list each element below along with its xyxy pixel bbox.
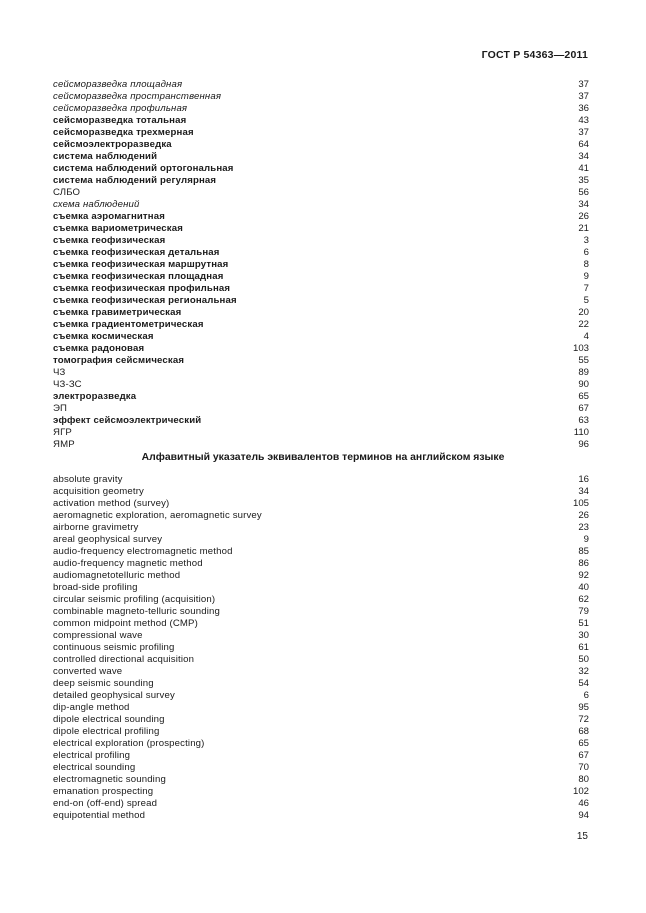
index-entry [53, 714, 589, 726]
index-entry [53, 750, 589, 762]
index-term: dip-angle method [53, 702, 130, 713]
index-entry [53, 786, 589, 798]
index-term: aeromagnetic exploration, aeromagnetic survey [53, 510, 262, 521]
index-entry [53, 151, 589, 163]
index-page-ref: 6 [583, 247, 589, 258]
index-term: система наблюдений [53, 151, 158, 162]
index-term: съемка космическая [53, 331, 154, 342]
index-page-ref: 110 [573, 427, 589, 438]
index-page-ref: 37 [578, 127, 589, 138]
index-entry [53, 654, 589, 666]
index-page-ref: 96 [578, 439, 589, 450]
index-entry [53, 798, 589, 810]
index-page-ref: 35 [578, 175, 589, 186]
index-term: съемка аэромагнитная [53, 211, 165, 222]
index-term: съемка геофизическая профильная [53, 283, 231, 294]
index-page-ref: 36 [578, 103, 589, 114]
index-entry [53, 91, 589, 103]
index-entry [53, 606, 589, 618]
index-page-ref: 5 [583, 295, 589, 306]
index-entry [53, 762, 589, 774]
index-entry [53, 391, 589, 403]
index-page-ref: 20 [578, 307, 589, 318]
index-page-ref: 7 [583, 283, 589, 294]
index-page-ref: 34 [578, 486, 589, 497]
index-page-ref: 23 [578, 522, 589, 533]
index-entry [53, 283, 589, 295]
index-entry [53, 319, 589, 331]
index-page-ref: 65 [578, 738, 589, 749]
index-page-ref: 9 [583, 271, 589, 282]
index-term: converted wave [53, 666, 123, 677]
index-entry [53, 115, 589, 127]
index-page-ref: 85 [578, 546, 589, 557]
russian-index-list [53, 79, 589, 451]
index-page-ref: 37 [578, 79, 589, 90]
index-page-ref: 72 [578, 714, 589, 725]
index-entry [53, 235, 589, 247]
index-page-ref: 30 [578, 630, 589, 641]
index-term: acquisition geometry [53, 486, 144, 497]
index-page-ref: 67 [578, 403, 589, 414]
index-page-ref: 62 [578, 594, 589, 605]
index-page-ref: 3 [583, 235, 589, 246]
index-entry [53, 594, 589, 606]
index-entry [53, 79, 589, 91]
index-page-ref: 16 [578, 474, 589, 485]
index-page-ref: 34 [578, 199, 589, 210]
index-page-ref: 6 [583, 690, 589, 701]
index-term: airborne gravimetry [53, 522, 139, 533]
index-page-ref: 94 [578, 810, 589, 821]
index-term: audio-frequency electromagnetic method [53, 546, 233, 557]
index-entry [53, 738, 589, 750]
index-term: activation method (survey) [53, 498, 170, 509]
index-term: broad-side profiling [53, 582, 138, 593]
index-entry [53, 774, 589, 786]
index-page-ref: 64 [578, 139, 589, 150]
index-entry [53, 331, 589, 343]
index-term: compressional wave [53, 630, 143, 641]
index-term: томография сейсмическая [53, 355, 185, 366]
index-term: continuous seismic profiling [53, 642, 175, 653]
index-term: ЧЗ-ЗС [53, 379, 82, 390]
index-entry [53, 558, 589, 570]
index-entry [53, 139, 589, 151]
english-index-list [53, 474, 589, 822]
index-entry [53, 618, 589, 630]
index-page-ref: 26 [578, 211, 589, 222]
index-page-ref: 21 [578, 223, 589, 234]
index-entry [53, 163, 589, 175]
index-term: система наблюдений ортогональная [53, 163, 234, 174]
index-term: электроразведка [53, 391, 137, 402]
index-page-ref: 56 [578, 187, 589, 198]
index-entry [53, 630, 589, 642]
index-entry [53, 355, 589, 367]
index-page-ref: 32 [578, 666, 589, 677]
index-entry [53, 642, 589, 654]
index-entry [53, 678, 589, 690]
index-term: deep seismic sounding [53, 678, 154, 689]
index-entry [53, 367, 589, 379]
index-entry [53, 726, 589, 738]
index-term: эффект сейсмоэлектрический [53, 415, 202, 426]
index-page-ref: 46 [578, 798, 589, 809]
index-page-ref: 90 [578, 379, 589, 390]
index-term: система наблюдений регулярная [53, 175, 217, 186]
index-page-ref: 80 [578, 774, 589, 785]
index-entry [53, 534, 589, 546]
index-page-ref: 65 [578, 391, 589, 402]
index-entry [53, 211, 589, 223]
index-page-ref: 22 [578, 319, 589, 330]
index-term: audiomagnetotelluric method [53, 570, 181, 581]
index-entry [53, 307, 589, 319]
index-entry [53, 187, 589, 199]
index-page-ref: 43 [578, 115, 589, 126]
index-page-ref: 95 [578, 702, 589, 713]
index-page-ref: 70 [578, 762, 589, 773]
index-page-ref: 50 [578, 654, 589, 665]
index-term: ЧЗ [53, 367, 66, 378]
index-term: dipole electrical sounding [53, 714, 165, 725]
index-entry [53, 439, 589, 451]
index-term: съемка вариометрическая [53, 223, 183, 234]
index-page-ref: 61 [578, 642, 589, 653]
index-entry [53, 427, 589, 439]
index-entry [53, 810, 589, 822]
index-term: electrical exploration (prospecting) [53, 738, 205, 749]
index-entry [53, 666, 589, 678]
index-entry [53, 474, 589, 486]
index-entry [53, 103, 589, 115]
index-term: съемка геофизическая маршрутная [53, 259, 229, 270]
index-term: сейсморазведка пространственная [53, 91, 222, 102]
index-entry [53, 403, 589, 415]
index-term: absolute gravity [53, 474, 123, 485]
index-term: circular seismic profiling (acquisition) [53, 594, 216, 605]
index-page-ref: 34 [578, 151, 589, 162]
index-term: сейсморазведка трехмерная [53, 127, 194, 138]
index-entry [53, 582, 589, 594]
index-term: audio-frequency magnetic method [53, 558, 203, 569]
index-entry [53, 127, 589, 139]
index-term: съемка геофизическая площадная [53, 271, 224, 282]
page-number: 15 [576, 831, 588, 842]
index-page-ref: 68 [578, 726, 589, 737]
index-page-ref: 54 [578, 678, 589, 689]
index-term: ЯМР [53, 439, 75, 450]
index-page-ref: 55 [578, 355, 589, 366]
index-page-ref: 26 [578, 510, 589, 521]
index-page-ref: 102 [572, 786, 589, 797]
index-entry [53, 343, 589, 355]
index-entry [53, 690, 589, 702]
index-term: ЯГР [53, 427, 72, 438]
index-entry [53, 379, 589, 391]
index-term: electrical profiling [53, 750, 131, 761]
index-page-ref: 9 [583, 534, 589, 545]
index-term: common midpoint method (CMP) [53, 618, 198, 629]
index-term: dipole electrical profiling [53, 726, 160, 737]
index-entry [53, 247, 589, 259]
index-entry [53, 570, 589, 582]
index-term: съемка геофизическая региональная [53, 295, 237, 306]
index-entry [53, 702, 589, 714]
index-term: сейсморазведка профильная [53, 103, 188, 114]
index-term: схема наблюдений [53, 199, 140, 210]
index-entry [53, 510, 589, 522]
index-page-ref: 105 [572, 498, 589, 509]
index-page-ref: 37 [578, 91, 589, 102]
index-entry [53, 271, 589, 283]
index-entry [53, 522, 589, 534]
index-term: съемка градиентометрическая [53, 319, 204, 330]
index-term: сейсмоэлектроразведка [53, 139, 172, 150]
index-entry [53, 546, 589, 558]
index-entry [53, 223, 589, 235]
index-term: сейсморазведка тотальная [53, 115, 187, 126]
index-term: СЛБО [53, 187, 81, 198]
index-page-ref: 41 [578, 163, 589, 174]
index-page-ref: 63 [578, 415, 589, 426]
index-term: detailed geophysical survey [53, 690, 175, 701]
index-page-ref: 40 [578, 582, 589, 593]
index-page-ref: 103 [572, 343, 589, 354]
index-term: combinable magneto-telluric sounding [53, 606, 220, 617]
index-page-ref: 67 [578, 750, 589, 761]
english-index-title: Алфавитный указатель эквивалентов терминов на английском языке [141, 452, 505, 463]
index-term: areal geophysical survey [53, 534, 163, 545]
index-page-ref: 89 [578, 367, 589, 378]
index-entry [53, 175, 589, 187]
index-page-ref: 4 [583, 331, 589, 342]
index-page-ref: 79 [578, 606, 589, 617]
index-term: съемка гравиметрическая [53, 307, 182, 318]
index-term: съемка радоновая [53, 343, 145, 354]
index-page-ref: 86 [578, 558, 589, 569]
index-term: emanation prospecting [53, 786, 154, 797]
document-header: ГОСТ Р 54363—2011 [481, 49, 588, 61]
index-term: ЭП [53, 403, 68, 414]
index-page-ref: 51 [578, 618, 589, 629]
index-page-ref: 92 [578, 570, 589, 581]
index-term: сейсморазведка площадная [53, 79, 183, 90]
index-term: electromagnetic sounding [53, 774, 166, 785]
index-entry [53, 486, 589, 498]
index-term: electrical sounding [53, 762, 136, 773]
index-term: controlled directional acquisition [53, 654, 195, 665]
index-entry [53, 259, 589, 271]
index-entry [53, 199, 589, 211]
index-term: equipotential method [53, 810, 146, 821]
index-entry [53, 415, 589, 427]
index-entry [53, 498, 589, 510]
index-term: end-on (off-end) spread [53, 798, 158, 809]
index-entry [53, 295, 589, 307]
index-term: съемка геофизическая детальная [53, 247, 220, 258]
index-page-ref: 8 [583, 259, 589, 270]
index-term: съемка геофизическая [53, 235, 166, 246]
